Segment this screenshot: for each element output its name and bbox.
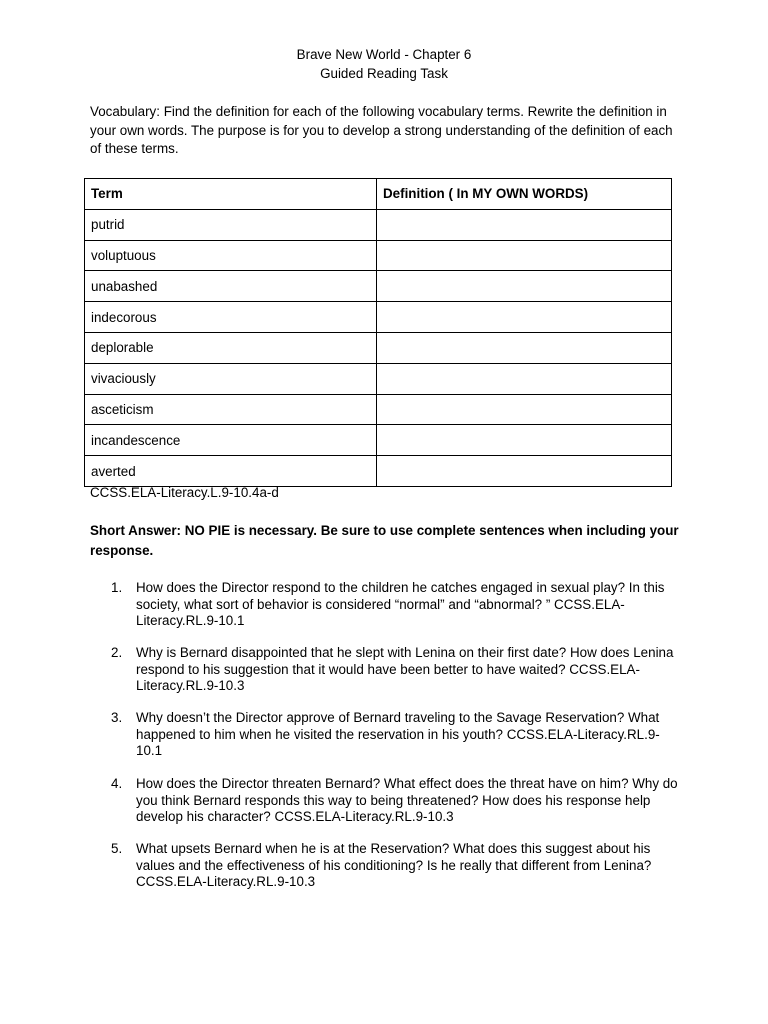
- term-cell: indecorous: [85, 302, 377, 333]
- definition-cell[interactable]: [377, 394, 672, 425]
- definition-cell[interactable]: [377, 332, 672, 363]
- term-column-header: Term: [85, 179, 377, 210]
- term-cell: deplorable: [85, 332, 377, 363]
- document-title: Brave New World - Chapter 6: [296, 47, 472, 62]
- question-text: How does the Director threaten Bernard? What effect does the threat have on him? Why do you think Bernard responds this way to being threatened? How does his response help develop his character? CCSS.ELA-Literacy.RL.9-10.3: [136, 776, 678, 825]
- question-number: 4.: [111, 776, 123, 791]
- question-text: Why doesn’t the Director approve of Bernard traveling to the Savage Reservation? What happened to him when he visited the reservation in his youth? CCSS.ELA-Literacy.RL.9-10.1: [136, 710, 660, 759]
- definition-cell[interactable]: [377, 240, 672, 271]
- table-row: [85, 302, 672, 333]
- table-row: [85, 456, 672, 487]
- definition-cell[interactable]: [377, 425, 672, 456]
- question-number: 3.: [111, 710, 123, 725]
- table-row: [85, 332, 672, 363]
- definition-cell[interactable]: [377, 271, 672, 302]
- document-subtitle: Guided Reading Task: [320, 66, 448, 81]
- definition-cell[interactable]: [377, 456, 672, 487]
- table-row: [85, 240, 672, 271]
- question-text: How does the Director respond to the children he catches engaged in sexual play? In this society, what sort of behavior is considered “normal” and “abnormal? ” CCSS.ELA-Literacy.RL.9-10.1: [136, 580, 665, 629]
- definition-column-header: Definition ( In MY OWN WORDS): [377, 179, 672, 210]
- term-cell: putrid: [85, 209, 377, 240]
- term-cell: incandescence: [85, 425, 377, 456]
- term-cell: averted: [85, 456, 377, 487]
- definition-cell[interactable]: [377, 363, 672, 394]
- table-row: [85, 209, 672, 240]
- table-header-row: [85, 179, 672, 210]
- question-number: 2.: [111, 645, 123, 660]
- question-number: 5.: [111, 841, 123, 856]
- table-row: [85, 271, 672, 302]
- definition-cell[interactable]: [377, 302, 672, 333]
- question-text: What upsets Bernard when he is at the Reservation? What does this suggest about his values and the effectiveness of his conditioning? Is he really that different from Lenina? CCSS.ELA-Literacy.RL.9-10.3: [136, 841, 652, 890]
- table-row: [85, 394, 672, 425]
- question-text: Why is Bernard disappointed that he slept with Lenina on their first date? How does Lenina respond to his suggestion that it would have been better to have waited? CCSS.ELA-Literacy.RL.9-10.3: [136, 645, 674, 694]
- vocabulary-table: [84, 178, 672, 487]
- short-answer-heading: Short Answer: NO PIE is necessary. Be sure to use complete sentences when including your response.: [90, 523, 679, 558]
- term-cell: unabashed: [85, 271, 377, 302]
- question-number: 1.: [111, 580, 123, 595]
- term-cell: voluptuous: [85, 240, 377, 271]
- table-row: [85, 363, 672, 394]
- vocabulary-instructions: Vocabulary: Find the definition for each of the following vocabulary terms. Rewrite the definition in your own words. The purpose is for you to develop a strong understanding of the definition of each of these terms.: [90, 104, 673, 157]
- definition-cell[interactable]: [377, 209, 672, 240]
- term-cell: vivaciously: [85, 363, 377, 394]
- vocabulary-standard: CCSS.ELA-Literacy.L.9-10.4a-d: [90, 485, 279, 500]
- term-cell: asceticism: [85, 394, 377, 425]
- table-row: [85, 425, 672, 456]
